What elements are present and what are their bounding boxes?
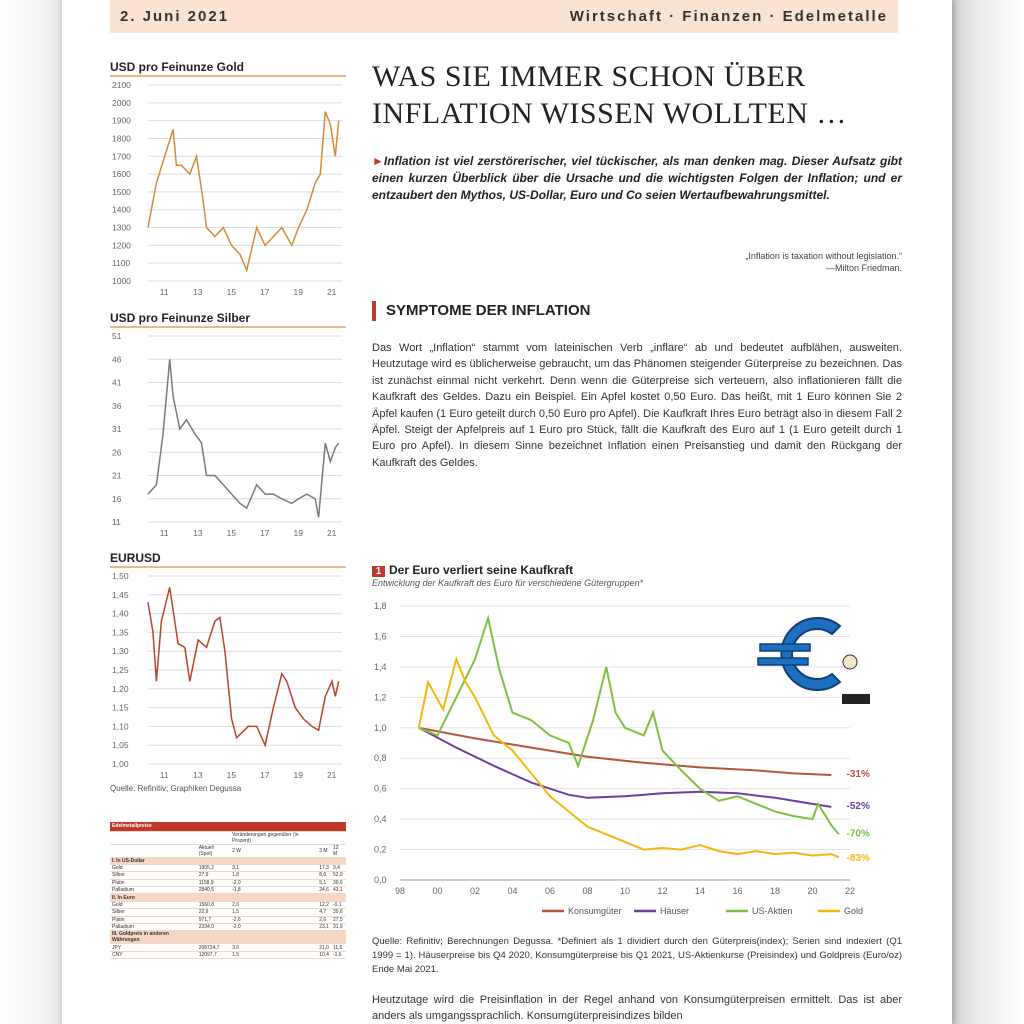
silver-chart-y-tick-label: 41 <box>112 377 122 388</box>
table-cell: 27,5 <box>331 916 346 923</box>
gold-chart-y-tick-label: 1900 <box>112 115 131 126</box>
table-section-row <box>110 894 346 901</box>
quote-block <box>372 250 902 274</box>
figure-subtitle: Entwicklung der Kaufkraft des Euro für verschiedene Gütergruppen* <box>372 578 644 588</box>
main-chart-x-tick-label: 22 <box>845 886 856 896</box>
main-chart-y-tick-label: 1,4 <box>374 661 387 672</box>
table-cell: III. Goldpreis in anderen Währungen <box>110 931 197 944</box>
page-background-left <box>0 0 62 1024</box>
silver-chart-y-tick-label: 11 <box>112 517 121 527</box>
main-chart-x-tick-label: 00 <box>432 886 443 896</box>
end-label-Konsumgüter: -31% <box>846 768 870 780</box>
table-cell: Palladium <box>110 924 197 931</box>
headline-line-1: WAS SIE IMMER SCHON ÜBER <box>372 60 806 93</box>
body-paragraph-1: Das Wort „Inflation“ stammt vom lateinischen Verb „inflare“ ab und bedeutet aufblähen, ausweiten. Heutzutage wird es üblicherweise gebraucht, um das Phänomen steigender Güterpreise zu bezeichnen. Das ist zunächst einmal nicht verkehrt. Denn wenn die Güterpreise sich verteuern, also inflationieren fällt die Kaufkraft des Geldes. Dazu ein Beispiel. Ein Apfel kostet 0,50 Euro. Das heißt, mit 1 Euro können Sie 2 Äpfel kaufen (1 Euro geteilt durch 0,50 Euro pro Apfel). Die Kaufkraft Ihres Euro beträgt also in diesem Fall 2 Äpfel. Steigt der Apfelpreis auf 1 Euro pro Stück, fällt die Kaufkraft des Euro auf 1 (1 Euro geteilt durch 1 Euro pro Apfel). In diesem Sinne bezeichnet Inflation einen Preisanstieg und damit den Rückgang der Kaufkraft des Geldes. <box>372 342 902 469</box>
table-cell: Aktuell (Spot) <box>197 844 230 857</box>
eurusd-chart-y-tick-label: 1,00 <box>112 759 129 769</box>
page-header <box>110 0 898 33</box>
gold-chart-x-tick-label: 17 <box>260 287 270 297</box>
table-cell: 2,6 <box>317 916 331 923</box>
table-cell: 12097,7 <box>197 951 230 958</box>
eurusd-chart-y-tick-label: 1,40 <box>112 608 129 619</box>
table-cell <box>197 822 230 831</box>
silver-chart-title: USD pro Feinunze Silber <box>110 311 346 328</box>
table-cell <box>110 844 197 857</box>
main-chart-y-tick-label: 0,8 <box>374 753 387 764</box>
table-cell: 31,9 <box>331 924 346 931</box>
gold-chart-x-tick-label: 11 <box>159 287 169 297</box>
gold-chart-x-tick-label: 13 <box>193 287 203 297</box>
table-cell: -0,1 <box>331 901 346 908</box>
silver-chart-block <box>110 311 346 540</box>
main-chart-y-tick-label: 1,6 <box>374 631 387 642</box>
eurusd-chart-y-tick-label: 1,25 <box>112 665 129 675</box>
gold-chart-y-tick-label: 1800 <box>112 133 131 144</box>
eurusd-chart-y-tick-label: 1,50 <box>112 571 129 581</box>
table-cell <box>197 894 230 901</box>
silver-chart <box>110 328 346 540</box>
table-row <box>110 944 346 951</box>
table-cell: Silber <box>110 909 197 916</box>
table-cell <box>331 894 346 901</box>
end-label-Häuser: -52% <box>846 800 870 812</box>
table-title-row <box>110 822 346 831</box>
eurusd-chart-y-tick-label: 1,45 <box>112 589 129 600</box>
eurusd-chart-x-tick-label: 11 <box>159 770 169 780</box>
table-cell: I. In US-Dollar <box>110 857 197 864</box>
eurusd-chart-y-tick-label: 1,30 <box>112 646 129 657</box>
eurusd-chart-x-tick-label: 19 <box>293 770 303 780</box>
silver-chart-y-tick-label: 51 <box>112 331 122 341</box>
headline <box>372 58 902 132</box>
table-cell: 43,1 <box>331 887 346 894</box>
table-section-row <box>110 857 346 864</box>
silver-chart-y-tick-label: 26 <box>112 447 122 458</box>
table-cell <box>197 931 230 944</box>
table-cell: -1,8 <box>230 887 317 894</box>
main-chart-x-tick-label: 04 <box>507 886 518 896</box>
legend-label-Konsumgüter: Konsumgüter <box>568 906 622 916</box>
table-row <box>110 872 346 879</box>
gold-chart-x-tick-label: 19 <box>293 287 303 297</box>
main-chart-y-tick-label: 0,2 <box>374 844 387 855</box>
gold-chart-block <box>110 60 346 299</box>
table-cell: 208724,7 <box>197 944 230 951</box>
silver-chart-x-tick-label: 17 <box>260 528 270 538</box>
table-cell: 1,5 <box>230 909 317 916</box>
table-cell: 1,5 <box>230 951 317 958</box>
table-row <box>110 887 346 894</box>
table-cell <box>197 831 230 844</box>
silver-chart-x-tick-label: 13 <box>193 528 203 538</box>
table-cell: Platin <box>110 879 197 886</box>
gold-chart-y-tick-label: 2100 <box>112 80 131 90</box>
table-cell <box>230 857 317 864</box>
table-cell: 1560,8 <box>197 901 230 908</box>
silver-chart-x-tick-label: 11 <box>159 528 169 538</box>
table-row <box>110 909 346 916</box>
series-line-Konsumgüter <box>419 728 832 775</box>
gold-chart-y-tick-label: 1500 <box>112 186 131 197</box>
gold-chart-series-line <box>148 112 339 271</box>
eurusd-chart-x-tick-label: 21 <box>326 770 337 780</box>
silver-chart-x-tick-label: 15 <box>226 528 237 538</box>
eurusd-chart-series-line <box>148 587 339 745</box>
table-cell <box>110 831 197 844</box>
table-cell: -2,0 <box>230 879 317 886</box>
main-chart-x-tick-label: 14 <box>695 886 706 896</box>
lead-arrow-icon: ► <box>372 154 384 168</box>
table-cell <box>317 831 331 844</box>
main-chart-x-tick-label: 98 <box>395 886 406 896</box>
main-chart-x-tick-label: 12 <box>657 886 668 896</box>
table-cell: 2,6 <box>230 901 317 908</box>
table-cell: 4,7 <box>317 909 331 916</box>
table-header-row <box>110 844 346 857</box>
main-chart-x-tick-label: 16 <box>732 886 743 896</box>
purchasing-power-chart <box>372 592 902 927</box>
table-row <box>110 864 346 871</box>
table-cell: 27,9 <box>197 872 230 879</box>
end-label-US-Aktien: -70% <box>846 828 870 840</box>
table-cell: 8,6 <box>317 872 331 879</box>
gold-chart-y-tick-label: 2000 <box>112 97 131 108</box>
silver-chart-y-tick-label: 36 <box>112 400 122 411</box>
gold-chart <box>110 77 346 299</box>
table-cell <box>331 831 346 844</box>
gold-chart-y-tick-label: 1300 <box>112 222 131 233</box>
headline-line-2: INFLATION WISSEN WOLLTEN … <box>372 97 847 130</box>
eurusd-chart-y-tick-label: 1,05 <box>112 740 129 751</box>
table-cell <box>197 857 230 864</box>
table-cell: Veränderungen gegenüber (in Prozent) <box>230 831 317 844</box>
table-cell: -1,6 <box>331 951 346 958</box>
eurusd-chart-y-tick-label: 1,15 <box>112 702 129 713</box>
figure-number: 1 <box>372 566 385 577</box>
header-section: Wirtschaft · Finanzen · Edelmetalle <box>569 8 888 25</box>
table-cell: 2840,5 <box>197 887 230 894</box>
table-cell <box>230 931 317 944</box>
main-chart-x-tick-label: 02 <box>470 886 481 896</box>
table-cell: 1158,9 <box>197 879 230 886</box>
table-cell: 17,3 <box>319 865 329 872</box>
table-cell <box>317 931 331 944</box>
table-cell: CNY <box>110 951 197 958</box>
table-cell: 11,5 <box>331 944 346 951</box>
table-cell: 12 M <box>331 844 346 857</box>
gold-chart-y-tick-label: 1000 <box>112 276 131 286</box>
table-cell: 39,6 <box>331 879 346 886</box>
page-background-right <box>952 0 1024 1024</box>
table-row <box>110 901 346 908</box>
euro-illustration-icon <box>758 618 870 704</box>
table-cell: Platin <box>110 916 197 923</box>
main-chart-y-tick-label: 0,0 <box>374 875 387 885</box>
main-chart-y-tick-label: 1,2 <box>374 692 387 703</box>
table-cell <box>331 931 346 944</box>
eurusd-chart <box>110 568 346 782</box>
table-cell: 1905,2 <box>197 864 230 871</box>
legend-label-Gold: Gold <box>844 906 864 916</box>
silver-chart-x-tick-label: 21 <box>326 528 337 538</box>
table-cell <box>331 822 346 831</box>
table-cell: 1,8 <box>230 872 317 879</box>
sidebar-source: Quelle: Refinitiv; Graphiken Degussa <box>110 784 242 793</box>
quote-author: —Milton Friedman. <box>825 263 902 273</box>
eurusd-chart-y-tick-label: 1,20 <box>112 683 129 694</box>
figure-heading <box>372 563 902 577</box>
gold-chart-y-tick-label: 1700 <box>112 151 131 162</box>
table-cell: 5,1 <box>317 879 331 886</box>
gold-chart-y-tick-label: 1200 <box>112 240 131 251</box>
figure-source: Quelle: Refinitiv; Berechnungen Degussa. *Definiert als 1 dividiert durch den Güterpreis(index); Serien sind indexiert (Q1 1999 = 1). Häuserpreise bis Q4 2020, Konsumgüterpreise bis Q1 2021, US-Aktienkurse (Preisindex) und Goldpreis (Euro/oz) Ende Mai 2021. <box>372 936 902 975</box>
lead-paragraph <box>372 153 902 204</box>
eurusd-chart-title: EURUSD <box>110 551 346 568</box>
main-chart-x-tick-label: 10 <box>620 886 631 896</box>
eurusd-chart-x-tick-label: 13 <box>193 770 203 780</box>
gold-chart-y-tick-label: 1100 <box>112 258 131 269</box>
figure-title: Der Euro verliert seine Kaufkraft <box>389 563 574 577</box>
table-cell: Silber <box>110 872 197 879</box>
table-cell: 9,4 <box>331 864 346 871</box>
table-note-row <box>110 831 346 844</box>
table-cell: 3,6 <box>230 944 317 951</box>
eurusd-chart-x-tick-label: 15 <box>226 770 237 780</box>
main-chart-x-tick-label: 06 <box>545 886 556 896</box>
legend-label-Häuser: Häuser <box>660 906 690 916</box>
table-cell: -2,6 <box>230 916 317 923</box>
table-cell: Gold <box>110 864 197 871</box>
table-cell: II. In Euro <box>110 894 197 901</box>
table-cell: Edelmetallpreise <box>110 822 197 831</box>
table-cell: Gold <box>110 901 197 908</box>
table-cell: 2 W <box>230 844 317 857</box>
table-cell: JPY <box>110 944 197 951</box>
silver-chart-y-tick-label: 46 <box>112 354 122 365</box>
table-cell: 21,0 <box>319 944 329 951</box>
table-cell <box>331 857 346 864</box>
eurusd-chart-y-tick-label: 1,10 <box>112 721 129 732</box>
table-cell: 22,9 <box>197 909 230 916</box>
gold-chart-x-tick-label: 21 <box>326 287 337 297</box>
table-cell: 10,4 <box>319 951 329 958</box>
silver-chart-y-tick-label: 31 <box>112 424 122 434</box>
table-cell: 3 M <box>317 844 331 857</box>
table-cell: 2334,0 <box>197 924 230 931</box>
table-row <box>110 916 346 923</box>
table-cell: 23,1 <box>319 924 329 931</box>
table-cell: 3,1 <box>230 864 317 871</box>
legend-label-US-Aktien: US-Aktien <box>752 906 793 916</box>
main-chart-x-tick-label: 20 <box>807 886 818 896</box>
gold-chart-y-tick-label: 1600 <box>112 169 131 180</box>
table-cell: 39,6 <box>331 909 346 916</box>
table-row <box>110 924 346 931</box>
eurusd-chart-y-tick-label: 1,35 <box>112 627 129 638</box>
silver-chart-x-tick-label: 19 <box>293 528 303 538</box>
table-cell <box>317 822 331 831</box>
gold-chart-x-tick-label: 15 <box>226 287 237 297</box>
table-cell <box>317 894 331 901</box>
end-label-Gold: -83% <box>846 853 870 865</box>
table-cell <box>317 857 331 864</box>
main-chart-x-tick-label: 08 <box>582 886 593 896</box>
section-heading: SYMPTOME DER INFLATION <box>372 301 902 321</box>
header-date: 2. Juni 2021 <box>120 8 230 25</box>
table-cell: 24,6 <box>319 887 329 894</box>
precious-metals-table <box>110 822 346 959</box>
main-chart-x-tick-label: 18 <box>770 886 781 896</box>
table-cell: 12,2 <box>319 902 329 909</box>
gold-chart-y-tick-label: 1400 <box>112 204 131 215</box>
table-cell: -2,0 <box>230 924 317 931</box>
main-chart-y-tick-label: 0,4 <box>374 814 387 825</box>
main-chart-y-tick-label: 1,0 <box>374 722 387 733</box>
table-cell <box>230 894 317 901</box>
silver-chart-y-tick-label: 16 <box>112 493 122 504</box>
table-cell: 971,7 <box>197 916 230 923</box>
lead-text: Inflation ist viel zerstörerischer, viel tückischer, als man denken mag. Dieser Aufsatz gibt einen kurzen Überblick über die Ursache und die wichtigsten Folgen der Inflation; und er entzaubert den Mythos, US-Dollar, Euro und Co seien Wertaufbewahrungsmittel. <box>372 154 902 202</box>
main-chart-y-tick-label: 0,6 <box>374 783 387 794</box>
quote-text: „Inflation is taxation without legislation.“ <box>745 251 902 261</box>
newsletter-page[interactable] <box>62 0 952 1024</box>
gold-chart-title: USD pro Feinunze Gold <box>110 60 346 77</box>
main-chart-y-tick-label: 1,8 <box>374 601 387 611</box>
table-cell: 52,9 <box>331 872 346 879</box>
silver-chart-y-tick-label: 21 <box>112 470 122 481</box>
body-paragraph-2: Heutzutage wird die Preisinflation in der Regel anhand von Konsumgüterpreisen ermittelt. Das ist aber anders als umgangssprachlich. Konsumgüterpreisindizes bilden <box>372 994 902 1023</box>
table-row <box>110 879 346 886</box>
eurusd-chart-block <box>110 551 346 793</box>
table-cell: Palladium <box>110 887 197 894</box>
table-row <box>110 951 346 958</box>
eurusd-chart-x-tick-label: 17 <box>260 770 270 780</box>
table-section-row <box>110 931 346 944</box>
table-cell <box>230 822 317 831</box>
